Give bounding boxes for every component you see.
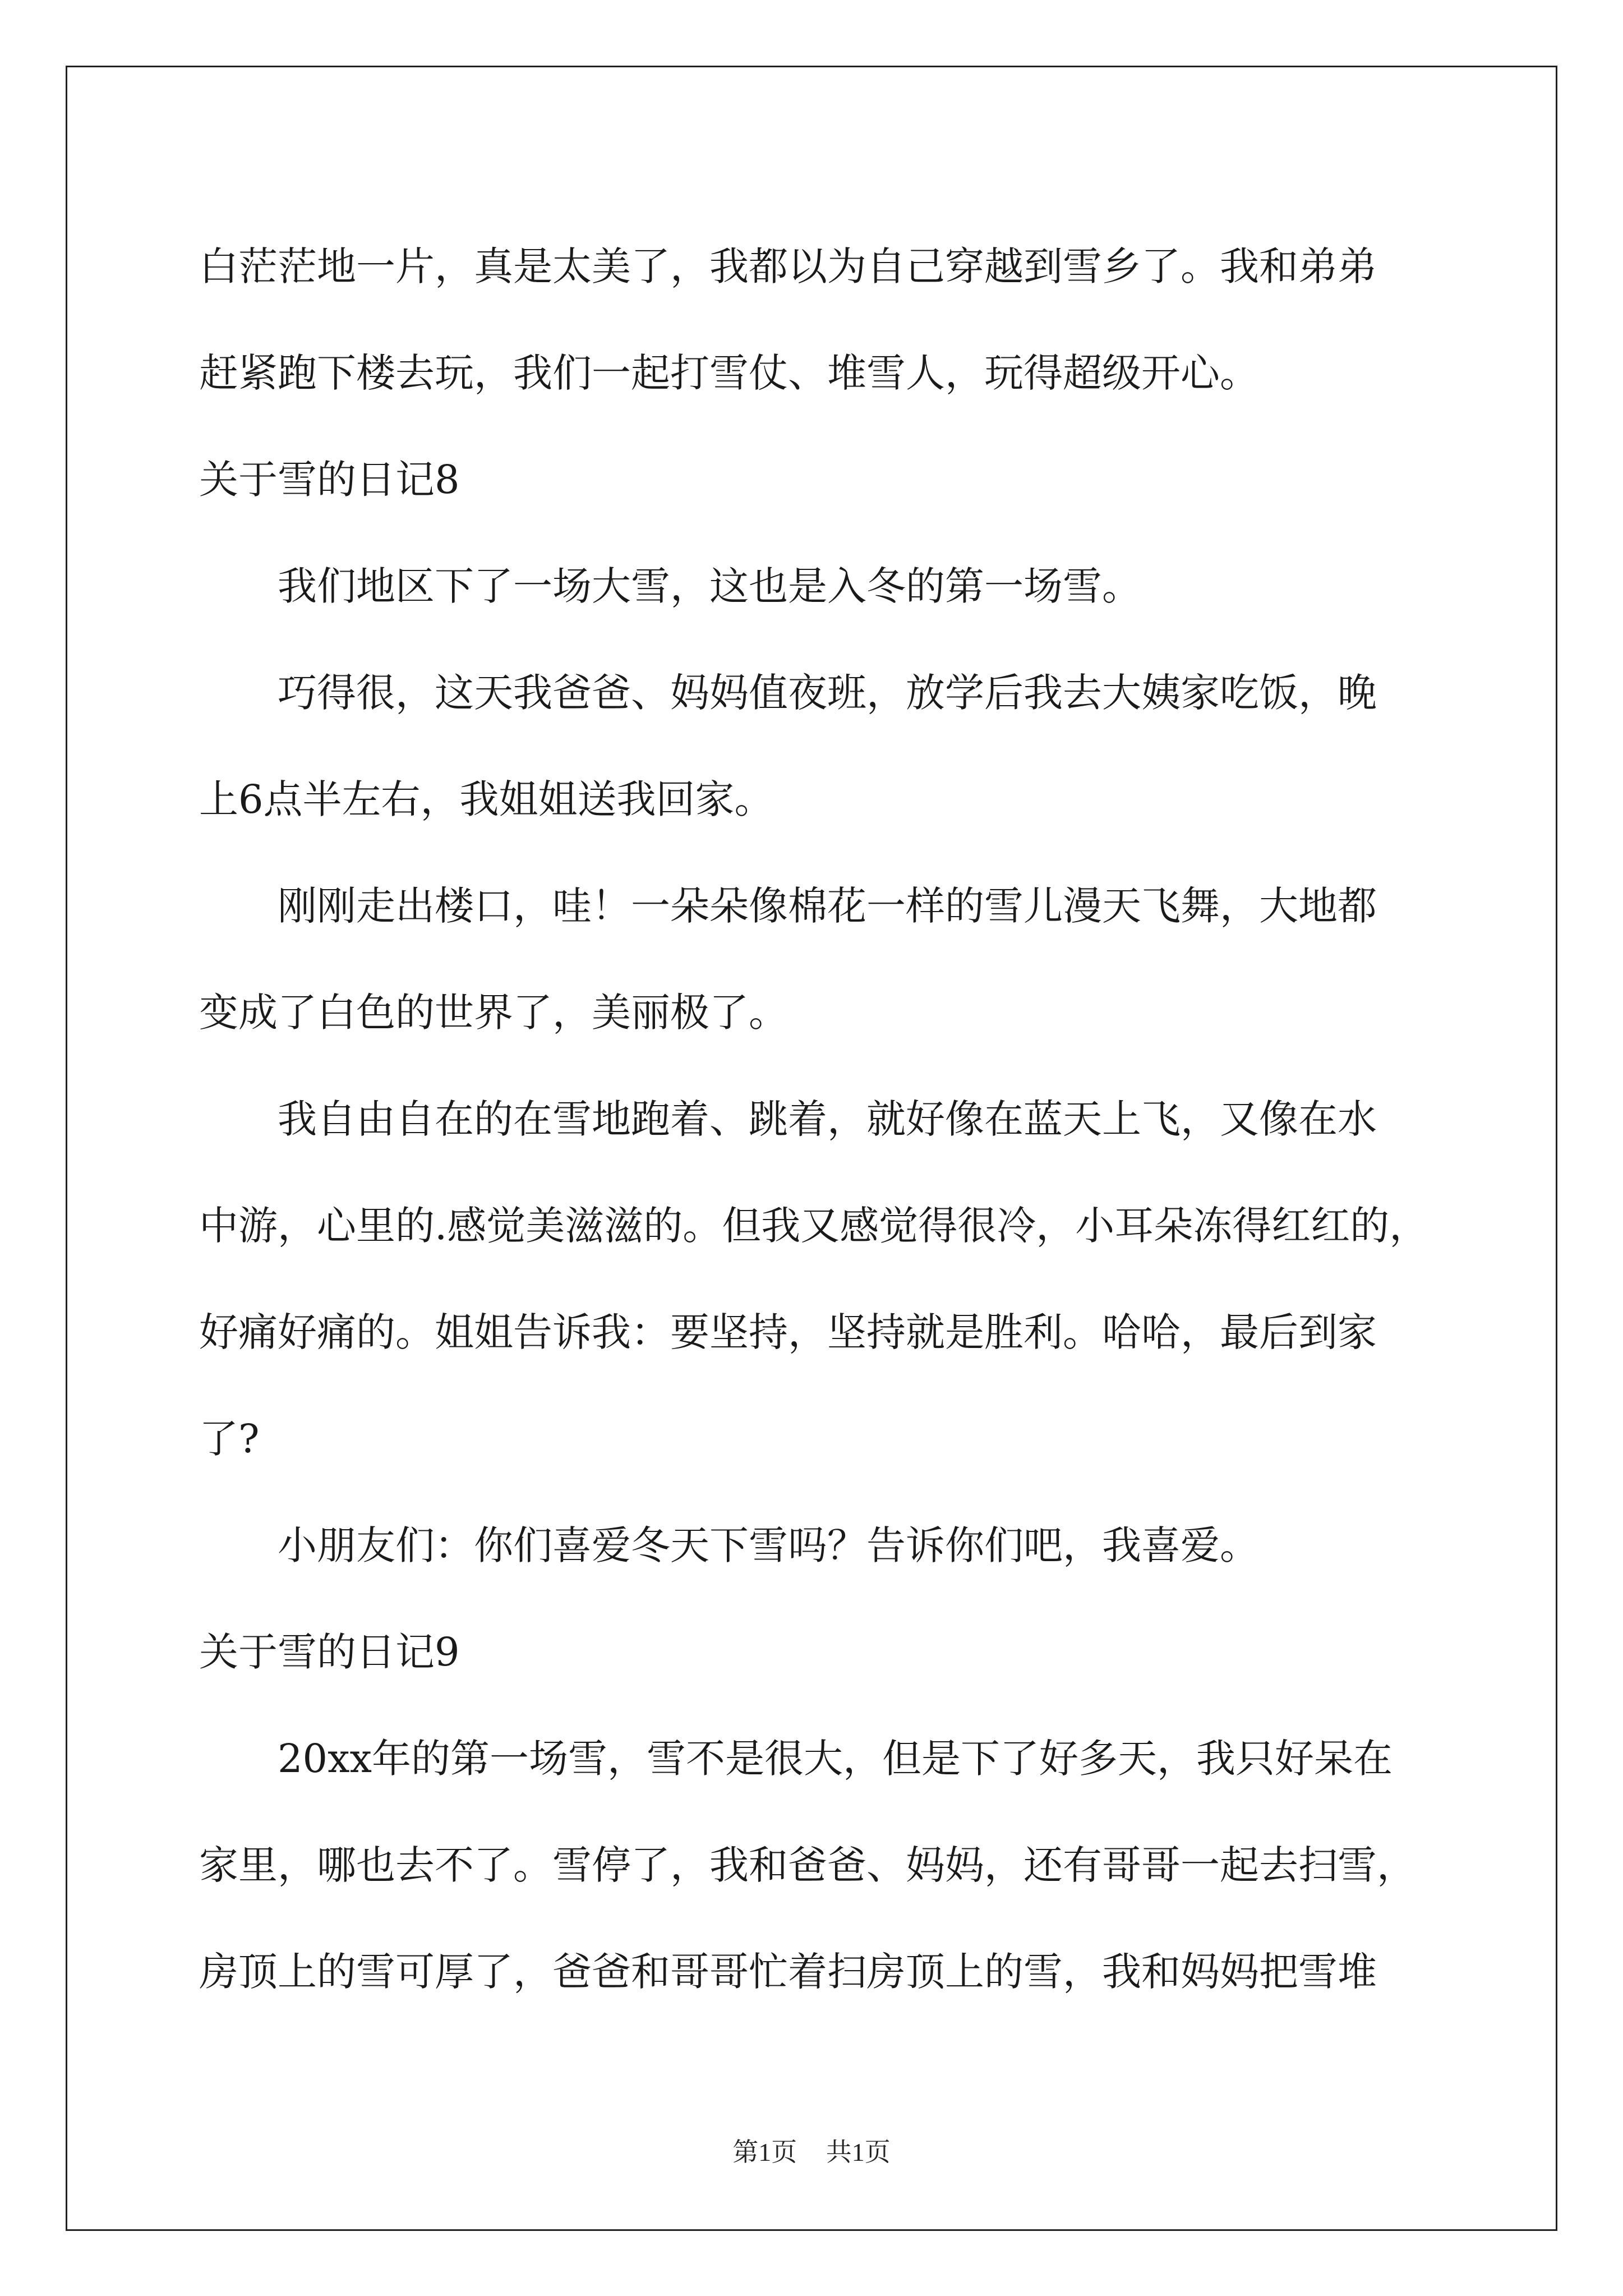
section-heading-8: 关于雪的日记8 bbox=[199, 457, 460, 503]
document-body bbox=[199, 213, 1430, 2025]
text-line: 变成了白色的世界了，美丽极了。 bbox=[199, 990, 788, 1036]
page-footer bbox=[0, 2132, 1623, 2169]
text-line: 我自由自在的在雪地跑着、跳着，就好像在蓝天上飞，又像在水 bbox=[278, 1096, 1377, 1142]
text-line: 小朋友们：你们喜爱冬天下雪吗？告诉你们吧，我喜爱。 bbox=[278, 1522, 1259, 1568]
text-line: 赶紧跑下楼去玩，我们一起打雪仗、堆雪人，玩得超级开心。 bbox=[199, 350, 1259, 396]
text-line: 巧得很，这天我爸爸、妈妈值夜班，放学后我去大姨家吃饭，晚 bbox=[278, 670, 1377, 716]
text-line: 20xx年的第一场雪，雪不是很大，但是下了好多天，我只好呆在 bbox=[278, 1736, 1393, 1782]
text-line: 白茫茫地一片，真是太美了，我都以为自己穿越到雪乡了。我和弟弟 bbox=[199, 243, 1377, 289]
text-line: 了? bbox=[199, 1416, 260, 1462]
text-line: 房顶上的雪可厚了，爸爸和哥哥忙着扫房顶上的雪，我和妈妈把雪堆 bbox=[199, 1949, 1377, 1995]
page-number-total: 共1页 bbox=[826, 2138, 891, 2166]
text-line: 我们地区下了一场大雪，这也是入冬的第一场雪。 bbox=[278, 563, 1141, 609]
text-line: 好痛好痛的。姐姐告诉我：要坚持，坚持就是胜利。哈哈，最后到家 bbox=[199, 1309, 1377, 1355]
text-line: 上6点半左右，我姐姐送我回家。 bbox=[199, 776, 774, 822]
text-line: 刚刚走出楼口，哇！一朵朵像棉花一样的雪儿漫天飞舞，大地都 bbox=[278, 883, 1377, 929]
section-heading-9: 关于雪的日记9 bbox=[199, 1629, 460, 1675]
text-line: 家里，哪也去不了。雪停了，我和爸爸、妈妈，还有哥哥一起去扫雪， bbox=[199, 1842, 1416, 1888]
page-number-current: 第1页 bbox=[732, 2138, 797, 2166]
text-line: 中游，心里的.感觉美滋滋的。但我又感觉得很冷，小耳朵冻得红红的， bbox=[199, 1203, 1429, 1249]
